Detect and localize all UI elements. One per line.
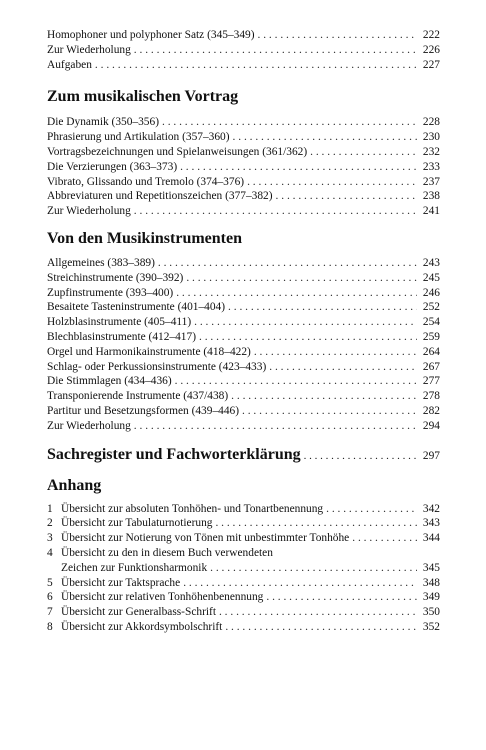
toc-entry-label: Abbreviaturen und Repetitionszeichen (377–382) (47, 190, 273, 203)
toc-entry-label: Zupfinstrumente (393–400) (47, 286, 174, 299)
toc-entry-label: Übersicht zur Taktsprache (61, 576, 181, 589)
dot-leader (194, 315, 417, 330)
toc-entry-label: Partitur und Besetzungsformen (439–446) (47, 404, 240, 417)
toc-entry-page: 232 (422, 145, 440, 158)
toc-entry-label: Die Stimmlagen (434–436) (47, 375, 172, 388)
toc-entry-page: 237 (422, 175, 440, 188)
toc-entry-label: Vibrato, Glissando und Tremolo (374–376) (47, 175, 245, 188)
toc-entry-label: Besaitete Tasteninstrumente (401–404) (47, 301, 226, 314)
dot-leader (183, 576, 417, 591)
toc-entry-page: 233 (422, 160, 440, 173)
toc-entry-page: 345 (422, 561, 440, 574)
toc-entry-page: 264 (422, 345, 440, 358)
dot-leader (304, 446, 417, 466)
toc-entry-label: Zur Wiederholung (47, 205, 131, 218)
dot-leader (176, 286, 417, 301)
dot-leader (310, 145, 417, 160)
toc-entry-page: 342 (422, 502, 440, 515)
toc-section-sachregister (47, 445, 440, 466)
toc-entry-page: 297 (422, 449, 440, 462)
toc-entry[interactable] (47, 256, 440, 271)
toc-entry-label: Übersicht zu den in diesem Buch verwendeten (61, 546, 273, 559)
toc-entry-page: 254 (422, 316, 440, 329)
dot-leader (162, 115, 417, 130)
dot-leader (231, 389, 417, 404)
dot-leader (175, 374, 417, 389)
toc-entry-page: 230 (422, 131, 440, 144)
toc-entry-page: 343 (422, 517, 440, 530)
toc-entry-number: 1 (47, 502, 53, 515)
toc-entry-sachregister[interactable] (47, 445, 440, 466)
toc-entry[interactable] (47, 330, 440, 345)
toc-section-vortrag (47, 115, 440, 219)
dot-leader (219, 605, 417, 620)
toc-entry-label: Phrasierung und Artikulation (357–360) (47, 131, 230, 144)
toc-entry-page: 238 (422, 190, 440, 203)
toc-entry-page: 241 (422, 205, 440, 218)
toc-entry-label: Die Dynamik (350–356) (47, 116, 159, 129)
toc-entry[interactable] (47, 130, 440, 145)
dot-leader (352, 531, 417, 546)
toc-entry[interactable] (47, 345, 440, 360)
dot-leader (95, 58, 417, 73)
dot-leader (225, 620, 417, 635)
toc-entry[interactable] (47, 531, 440, 546)
toc-entry-number: 3 (47, 532, 53, 545)
dot-leader (158, 256, 417, 271)
toc-entry-label: Übersicht zur Notierung von Tönen mit unbestimmter Tonhöhe (61, 532, 350, 545)
toc-entry-label: Übersicht zur Generalbass-Schrift (61, 606, 216, 619)
toc-entry[interactable] (47, 561, 440, 576)
toc-entry[interactable] (47, 204, 440, 219)
toc-entry-page: 352 (422, 620, 440, 633)
section-heading-sachregister: Sachregister und Fachworterklärung (47, 445, 301, 463)
toc-entry-page: 282 (422, 404, 440, 417)
dot-leader (254, 345, 417, 360)
toc-entry-label: Aufgaben (47, 58, 92, 71)
toc-entry-label: Vortragsbezeichnungen und Spielanweisungen (361/362) (47, 145, 308, 158)
toc-entry-page: 226 (422, 43, 440, 56)
section-heading-vortrag: Zum musikalischen Vortrag (47, 88, 239, 106)
dot-leader (186, 271, 417, 286)
toc-entry[interactable] (47, 286, 440, 301)
dot-leader (269, 360, 417, 375)
toc-entry-page: 252 (422, 301, 440, 314)
toc-entry[interactable] (47, 389, 440, 404)
dot-leader (242, 404, 417, 419)
toc-entry[interactable] (47, 590, 440, 605)
toc-entry-number: 4 (47, 546, 53, 559)
table-of-contents (47, 28, 440, 635)
toc-entry-number: 7 (47, 606, 53, 619)
toc-entry-label: Allgemeines (383–389) (47, 256, 155, 269)
toc-entry-number: 5 (47, 576, 53, 589)
dot-leader (276, 189, 417, 204)
toc-entry[interactable] (47, 160, 440, 175)
toc-entry[interactable] (47, 145, 440, 160)
toc-entry-label: Zeichen zur Funktionsharmonik (61, 561, 208, 574)
toc-entry[interactable] (47, 546, 440, 561)
dot-leader (326, 502, 417, 517)
dot-leader (180, 160, 417, 175)
toc-entry-number: 8 (47, 620, 53, 633)
dot-leader (228, 300, 417, 315)
toc-entry-page: 227 (422, 58, 440, 71)
toc-entry-page: 245 (422, 271, 440, 284)
toc-block-top (47, 28, 440, 72)
dot-leader (266, 590, 417, 605)
toc-entry[interactable] (47, 175, 440, 190)
dot-leader (210, 561, 417, 576)
toc-entry[interactable] (47, 605, 440, 620)
toc-entry-page: 259 (422, 330, 440, 343)
toc-entry-label: Streichinstrumente (390–392) (47, 271, 184, 284)
toc-entry-label: Übersicht zur Tabulaturnotierung (61, 517, 213, 530)
section-heading-anhang: Anhang (47, 476, 102, 494)
toc-entry-page: 267 (422, 360, 440, 373)
toc-entry-label: Homophoner und polyphoner Satz (345–349) (47, 29, 255, 41)
toc-entry[interactable] (47, 28, 440, 43)
toc-entry-page: 278 (422, 390, 440, 403)
dot-leader (247, 175, 417, 190)
toc-entry-page: 350 (422, 606, 440, 619)
toc-entry-page: 243 (422, 256, 440, 269)
toc-entry-page: 228 (422, 116, 440, 129)
toc-entry-page: 294 (422, 419, 440, 432)
toc-entry-label: Zur Wiederholung (47, 419, 131, 432)
toc-section-instrumente (47, 256, 440, 434)
toc-entry[interactable] (47, 576, 440, 591)
toc-entry-label: Zur Wiederholung (47, 43, 131, 56)
section-heading-instrumente: Von den Musikinstrumenten (47, 229, 243, 247)
toc-entry[interactable] (47, 502, 440, 517)
toc-entry[interactable] (47, 419, 440, 434)
toc-entry-label: Übersicht zur relativen Tonhöhenbenennung (61, 591, 264, 604)
toc-entry[interactable] (47, 115, 440, 130)
toc-entry-page: 222 (422, 29, 440, 41)
toc-entry-number: 2 (47, 517, 53, 530)
toc-entry[interactable] (47, 43, 440, 58)
toc-entry-label: Orgel und Harmonikainstrumente (418–422) (47, 345, 251, 358)
dot-leader (134, 419, 417, 434)
toc-entry[interactable] (47, 58, 440, 73)
dot-leader (258, 28, 417, 43)
toc-entry-label: Blechblasinstrumente (412–417) (47, 330, 196, 343)
toc-entry[interactable] (47, 189, 440, 204)
dot-leader (134, 204, 417, 219)
dot-leader (134, 43, 417, 58)
toc-entry-label: Die Verzierungen (363–373) (47, 160, 178, 173)
toc-entry-label: Holzblasinstrumente (405–411) (47, 316, 192, 329)
toc-entry-page: 348 (422, 576, 440, 589)
toc-entry-page: 277 (422, 375, 440, 388)
toc-entry-page: 344 (422, 532, 440, 545)
toc-entry-label: Schlag- oder Perkussionsinstrumente (423–433) (47, 360, 267, 373)
dot-leader (233, 130, 417, 145)
toc-entry[interactable] (47, 516, 440, 531)
toc-entry-page: 349 (422, 591, 440, 604)
toc-entry-page: 246 (422, 286, 440, 299)
toc-section-anhang (47, 502, 440, 635)
toc-entry[interactable] (47, 620, 440, 635)
dot-leader (215, 516, 417, 531)
toc-entry[interactable] (47, 374, 440, 389)
toc-entry-label: Übersicht zur absoluten Tonhöhen- und Tonartbenennung (61, 502, 324, 515)
toc-entry[interactable] (47, 360, 440, 375)
toc-entry[interactable] (47, 315, 440, 330)
toc-entry[interactable] (47, 404, 440, 419)
toc-entry[interactable] (47, 271, 440, 286)
dot-leader (199, 330, 417, 345)
toc-entry[interactable] (47, 300, 440, 315)
toc-entry-number: 6 (47, 591, 53, 604)
toc-entry-label: Transponierende Instrumente (437/438) (47, 390, 229, 403)
toc-entry-label: Übersicht zur Akkordsymbolschrift (61, 620, 223, 633)
